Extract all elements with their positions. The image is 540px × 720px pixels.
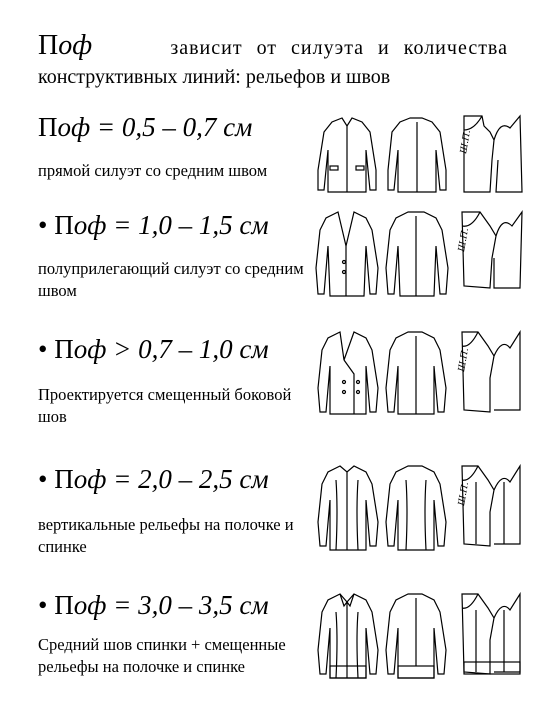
ease-symbol: Поф [38,30,93,61]
svg-text:Ш.П.: Ш.П. [459,129,474,155]
ease-description: прямой силуэт со средним швом [38,161,268,180]
ease-description: Средний шов спинки + смещенные рельефы на полочке и спинке [38,635,286,676]
jacket-double-breasted-icon [314,326,526,426]
svg-text:Ш.П.: Ш.П. [457,347,472,373]
shirt-relief-icon [314,588,526,688]
ease-description: полуприлегающий силуэт со средним швом [38,259,304,300]
jacket-semifitted-icon [314,206,526,306]
ease-description: вертикальные рельефы на полочке и спинке [38,515,294,556]
svg-text:Ш.П.: Ш.П. [457,481,472,507]
ease-formula: • Поф > 0,7 – 1,0 см [38,334,269,364]
ease-description: Проектируется смещенный боковой шов [38,385,292,426]
ease-formula: • Поф = 1,0 – 1,5 см [38,210,269,240]
intro-line-1 [38,30,508,62]
jacket-straight-icon [314,110,526,210]
ease-formula: Поф = 0,5 – 0,7 см [38,112,253,142]
ease-formula: • Поф = 2,0 – 2,5 см [38,464,269,494]
intro-heading [38,30,508,89]
intro-text-1: зависит от силуэта и количества [170,37,508,59]
svg-text:Ш.П.: Ш.П. [457,227,472,253]
ease-formula: • Поф = 3,0 – 3,5 см [38,590,269,620]
jacket-relief-icon [314,460,526,560]
intro-text-2: конструктивных линий: рельефов и швов [38,66,391,88]
